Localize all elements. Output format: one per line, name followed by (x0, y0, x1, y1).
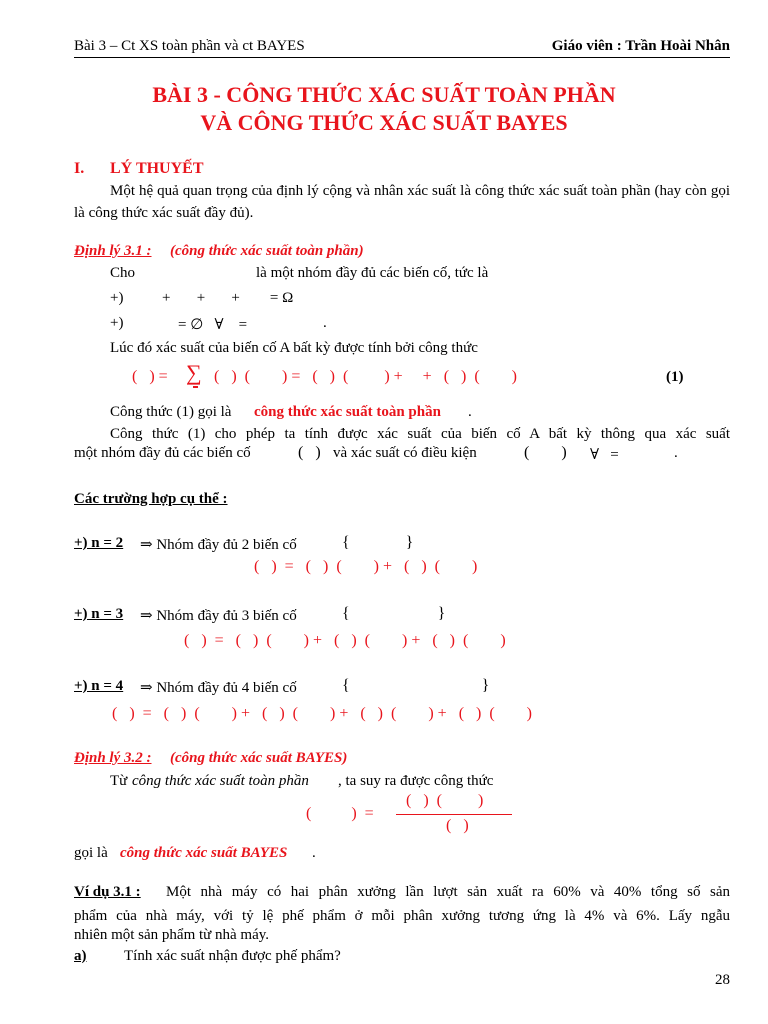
after-2-end: . (674, 445, 678, 461)
after-2-mid: và xác suất có điều kiện (333, 445, 477, 461)
case-n3-text: ⇒ Nhóm đầy đủ 3 biến cố (140, 608, 297, 624)
equation-number: (1) (666, 369, 684, 385)
case-n4-formula: ( ) = ( ) ( ) + ( ) ( ) + ( ) ( ) + ( ) ( ) (112, 705, 532, 722)
section-intro: Một hệ quả quan trọng của định lý cộng và nhân xác suất là công thức xác suất toàn phần (hay còn gọi là công thức xác suất đầy đủ). (74, 183, 730, 221)
part-a-label: a) (74, 948, 87, 964)
condition-2-prefix: +) (110, 315, 124, 331)
example-31-label: Ví dụ 3.1 : (74, 884, 141, 900)
sigma-subscript-mark (193, 386, 198, 388)
condition-1-body: + + + = Ω (162, 290, 294, 306)
after-2-line-1: Công thức (1) cho phép ta tính được xác suất của biến cố A bất kỳ thông qua xác suất (110, 426, 730, 442)
case-n3-label: +) n = 3 (74, 606, 124, 622)
theorem-32-label: Định lý 3.2 : (74, 750, 152, 766)
cho-label: Cho (110, 265, 136, 281)
after-2-paren-1: ( ) (298, 444, 321, 461)
bayes-lhs: ( ) = (306, 805, 374, 822)
bayes-numerator: ( ) ( ) (406, 792, 484, 809)
condition-1-prefix: +) (110, 290, 124, 306)
theorem-31-label: Định lý 3.1 : (74, 243, 152, 259)
part-a-text: Tính xác suất nhận được phế phẩm? (124, 948, 341, 964)
example-31-line-1: Một nhà máy có hai phân xưởng lần lượt sản xuất ra 60% và 40% tổng số sản (166, 884, 730, 900)
case-n2-text: ⇒ Nhóm đầy đủ 2 biến cố (140, 537, 297, 553)
sigma-symbol: ∑ (186, 360, 202, 385)
luc-do-text: Lúc đó xác suất của biến cố A bất kỳ được tính bởi công thức (110, 340, 478, 356)
formula-1-lhs: ( ) = (132, 368, 168, 385)
theorem-32-name: (công thức xác suất BAYES) (170, 750, 348, 766)
section-heading: LÝ THUYẾT (110, 160, 204, 177)
after-1-prefix: Công thức (1) gọi là (110, 404, 232, 420)
after-1-term: công thức xác suất toàn phần (254, 404, 441, 420)
condition-2-body: = ∅ ∀ = (178, 317, 248, 333)
bayes-fraction-bar (396, 814, 512, 815)
case-n4-label: +) n = 4 (74, 678, 124, 694)
theorem-31-name: (công thức xác suất toàn phần) (170, 243, 364, 259)
case-n2-set: { } (342, 534, 414, 551)
after-2-forall: ∀ = (590, 447, 619, 463)
bayes-called-term: công thức xác suất BAYES (120, 845, 288, 861)
title-line-2: VÀ CÔNG THỨC XÁC SUẤT BAYES (200, 110, 568, 135)
bayes-from-end: , ta suy ra được công thức (338, 773, 494, 789)
example-31-line-2: phẩm của nhà máy, với tỷ lệ phế phẩm ở mỗi phân xưởng tương ứng là 4% và 6%. Lấy ngẫu (74, 908, 730, 924)
bayes-from-prefix: Từ (110, 773, 128, 789)
bayes-from-term: công thức xác suất toàn phần (132, 773, 309, 789)
bayes-denominator: ( ) (446, 817, 469, 834)
after-2-line-2: một nhóm đầy đủ các biến cố (74, 445, 251, 461)
case-n3-formula: ( ) = ( ) ( ) + ( ) ( ) + ( ) ( ) (184, 632, 506, 649)
formula-1-rhs: ( ) ( ) = ( ) ( ) + + ( ) ( ) (214, 368, 518, 385)
case-n3-set: { } (342, 605, 446, 622)
header-left: Bài 3 – Ct XS toàn phần và ct BAYES (74, 38, 305, 54)
bayes-called-prefix: gọi là (74, 845, 108, 861)
cases-heading: Các trường hợp cụ thể : (74, 491, 228, 507)
page-number: 28 (715, 972, 730, 988)
header-right: Giáo viên : Trần Hoài Nhân (551, 38, 730, 54)
section-number: I. (74, 160, 85, 177)
case-n4-text: ⇒ Nhóm đầy đủ 4 biến cố (140, 680, 297, 696)
example-31-line-3: nhiên một sản phẩm từ nhà máy. (74, 927, 270, 943)
bayes-called-end: . (312, 845, 316, 861)
case-n4-set: { } (342, 677, 490, 694)
case-n2-label: +) n = 2 (74, 535, 124, 551)
title-line-1: BÀI 3 - CÔNG THỨC XÁC SUẤT TOÀN PHẦN (152, 82, 616, 107)
header-divider (74, 57, 730, 58)
case-n2-formula: ( ) = ( ) ( ) + ( ) ( ) (254, 558, 478, 575)
after-1-end: . (468, 404, 472, 420)
after-2-paren-2: ( ) (524, 444, 567, 461)
condition-2-dot: . (323, 315, 327, 331)
cho-text: là một nhóm đầy đủ các biến cố, tức là (256, 265, 489, 281)
